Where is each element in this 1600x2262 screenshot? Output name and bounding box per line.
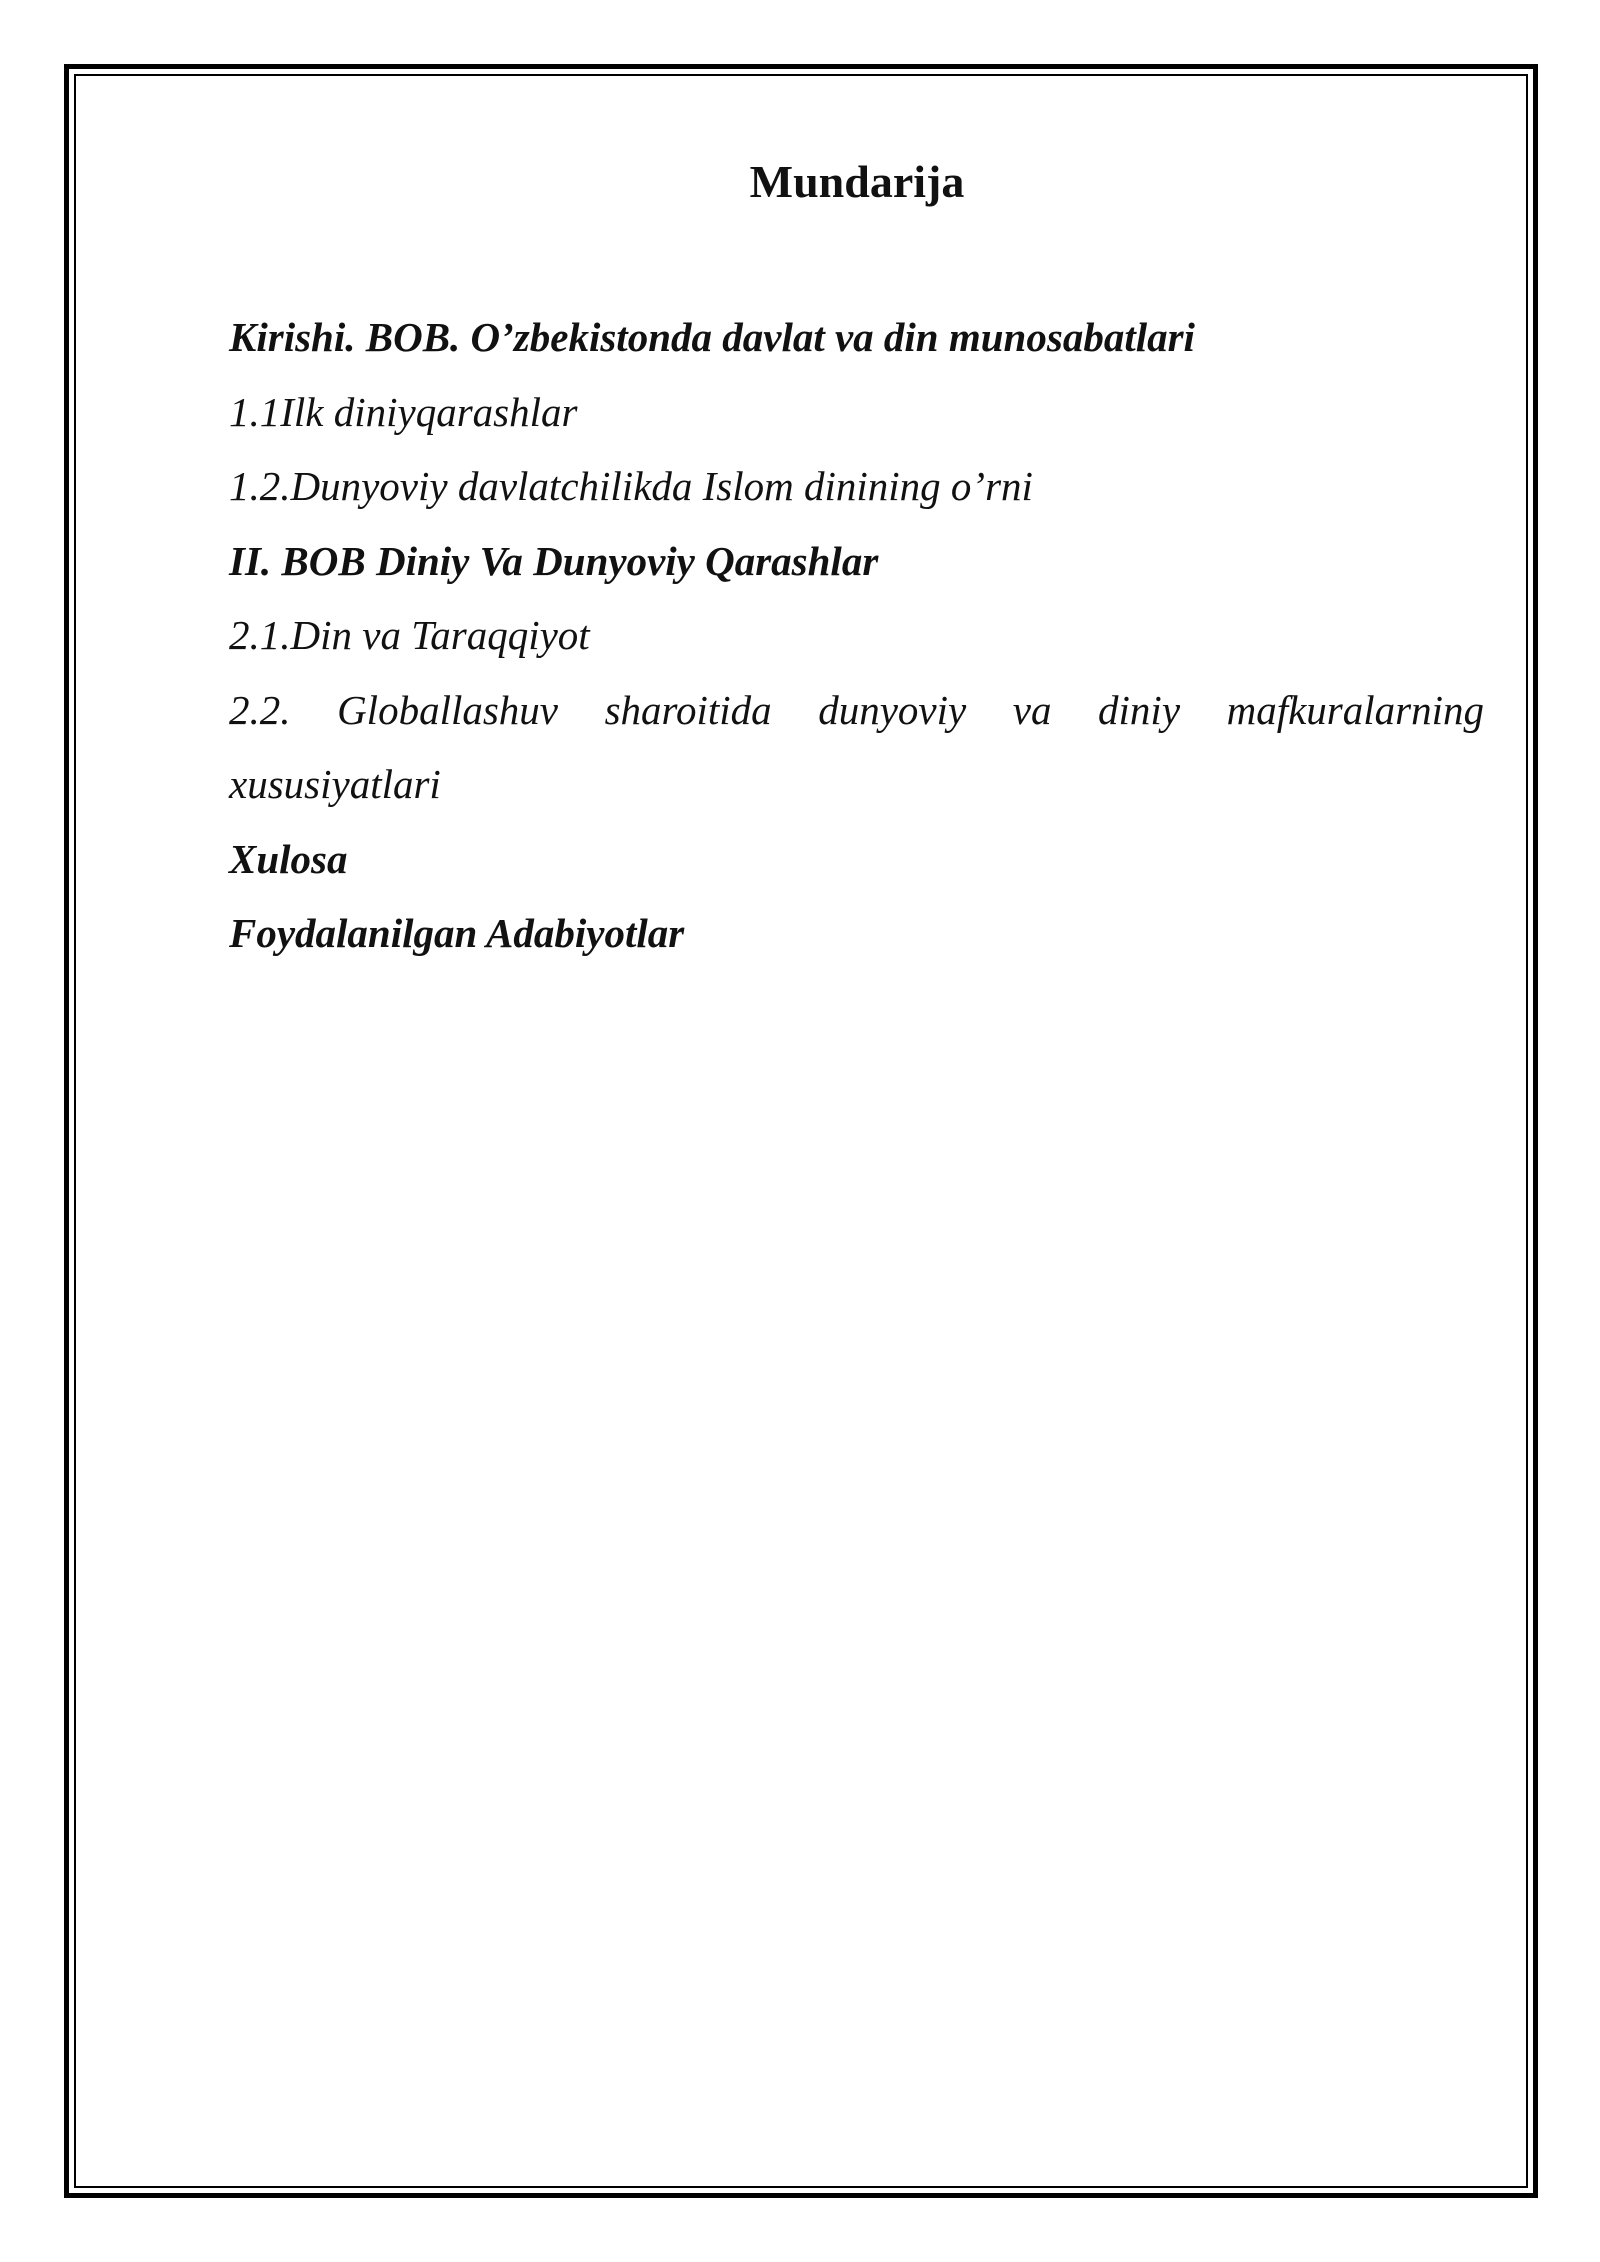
- table-of-contents: [229, 300, 1484, 971]
- toc-entry-conclusion: Xulosa: [229, 835, 348, 882]
- document-body: [229, 150, 1484, 971]
- toc-entry-chapter-2: II. BOB Diniy Va Dunyoviy Qarashlar: [229, 537, 879, 584]
- toc-entry-1-2: 1.2.Dunyoviy davlatchilikda Islom dinining o’rni: [229, 463, 1033, 509]
- toc-entry-references: Foydalanilgan Adabiyotlar: [229, 910, 685, 956]
- toc-entry-1-1: 1.1Ilk diniyqarashlar: [229, 388, 578, 435]
- toc-entry-introduction: Kirishi. BOB. O’zbekistonda davlat va din munosabatlari: [229, 314, 1195, 360]
- toc-entry-2-1: 2.1.Din va Taraqqiyot: [229, 612, 590, 658]
- page-title: Mundarija: [749, 156, 965, 207]
- toc-entry-2-2: 2.2. Globallashuv sharoitida dunyoviy va diniy mafkuralarning xususiyatlari: [229, 686, 1484, 807]
